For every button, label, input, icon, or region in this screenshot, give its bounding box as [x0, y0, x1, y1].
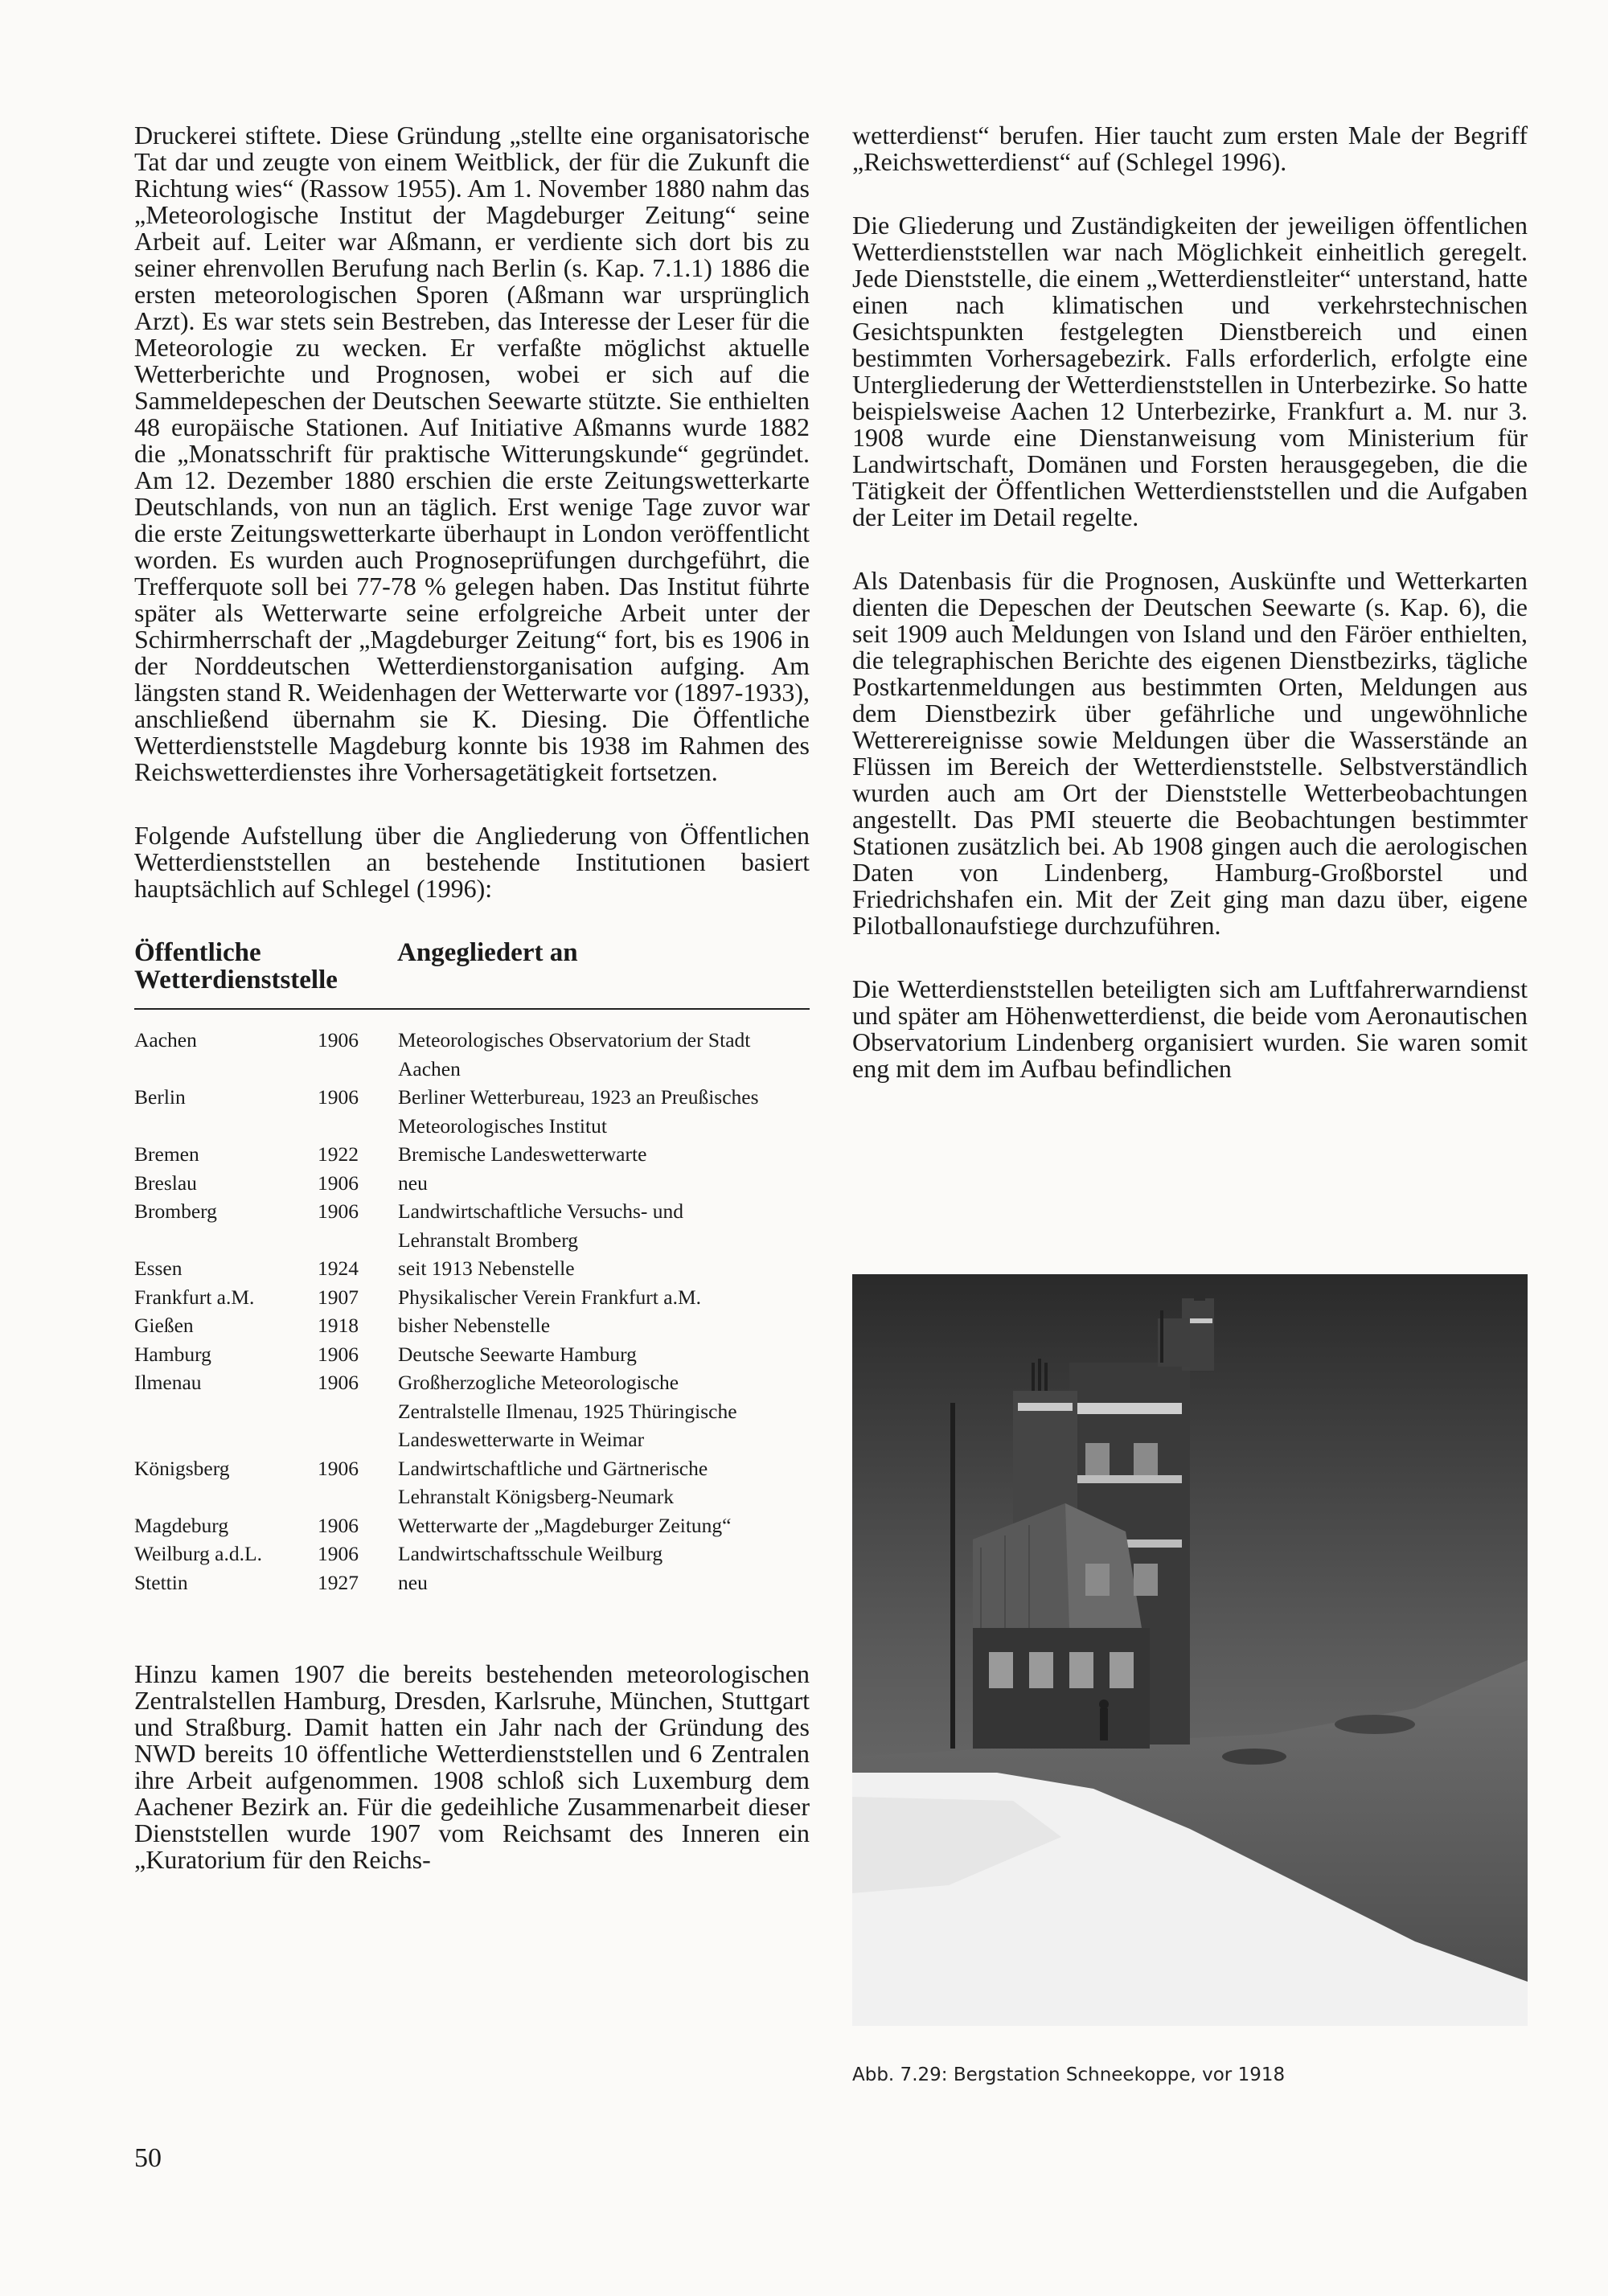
table-cell-line: Deutsche Seewarte Hamburg [398, 1342, 637, 1366]
table-cell-attached [398, 1568, 810, 1597]
table-row [134, 1169, 810, 1198]
table-cell-year: 1906 [318, 1456, 359, 1480]
left-paragraph-1: Druckerei stiftete. Diese Gründung „stellte eine organisatorische Tat dar und zeugte von einem Weitblick, der für die Zukunft die Richtung wies“ (Rassow 1955). Am 1. November 1880 nahm das „Meteorologische Institut der Magdeburger Zeitung“ seine Arbeit auf. Leiter war Aßmann, er verdiente sich dort bis zu seiner ehrenvollen Berufung nach Berlin (s. Kap. 7.1.1) 1886 die ersten meteorologischen Sporen (Aßmann war ursprünglich Arzt). Es war stets sein Bestreben, das Interesse der Leser für die Meteorologie zu wecken. Er verfaßte möglichst aktuelle Wetterberichte und Prognosen, wobei er sich auf die Sammeldepeschen der Deutschen Seewarte stützte. Sie enthielten 48 europäische Stationen. Auf Initiative Aßmanns wurde 1882 die „Monatsschrift für praktische Witterungskunde“ gegründet. Am 12. Dezember 1880 erschien die erste Zeitungswetterkarte Deutschlands, von nun an täglich. Erst wenige Tage zuvor war die erste Zeitungswetterkarte überhaupt in London veröffentlicht worden. Es wurden auch Prognoseprüfungen durchgeführt, die Trefferquote soll bei 77-78 % gelegen haben. Das Institut führte später als Wetterwarte seine erfolgreiche Arbeit unter der Schirmherrschaft der „Magdeburger Zeitung“ fort, bis es 1906 in der Norddeutschen Wetterdienstorganisation aufging. Am längsten stand R. Weidenhagen der Wetterwarte vor (1897-1933), anschließend übernahm sie K. Diesing. Die Öffentliche Wetterdienststelle Magdeburg konnte bis 1938 im Rahmen des Reichswetterdienstes ihre Vorhersagetätigkeit fortsetzen. [134, 121, 810, 786]
table-cell-year: 1906 [318, 1513, 359, 1537]
table-rule [134, 1008, 810, 1010]
table-cell-attached [398, 1254, 810, 1283]
table-cell-city: Königsberg [134, 1456, 230, 1480]
table-cell-line: Lehranstalt Bromberg [398, 1228, 579, 1252]
table-cell-city: Magdeburg [134, 1513, 229, 1537]
table-row [134, 1454, 810, 1511]
table-header-station [134, 939, 397, 994]
table-cell-line: Lehranstalt Königsberg-Neumark [398, 1485, 674, 1508]
table-cell-city: Ilmenau [134, 1371, 202, 1394]
table-row [134, 1311, 810, 1340]
table-cell-year: 1927 [318, 1570, 359, 1594]
table-cell-line: Landeswetterwarte in Weimar [398, 1428, 645, 1451]
table-cell-line: Zentralstelle Ilmenau, 1925 Thüringische [398, 1399, 737, 1423]
table-row [134, 1511, 810, 1540]
table-cell-year: 1918 [318, 1314, 359, 1337]
left-column [134, 122, 810, 1910]
table-cell-line: Wetterwarte der „Magdeburger Zeitung“ [398, 1513, 732, 1537]
table-body [134, 1026, 810, 1597]
right-paragraph-3: Als Datenbasis für die Prognosen, Auskünfte und Wetterkarten dienten die Depeschen der Deutschen Seewarte (s. Kap. 6), die seit 1909 auch Meldungen von Island und den Färöer enthielten, die telegraphischen Berichte des eigenen Dienstbezirks, tägliche Postkartenmeldungen aus bestimmten Orten, Meldungen aus dem Dienstbezirk über gefährliche und ungewöhnliche Wetterereignisse sowie Meldungen über die Wasserstände an Flüssen im Bereich der Wetterdienststelle. Selbstverständlich wurden auch am Ort der Dienststelle Wetterbeobachtungen angestellt. Das PMI steuerte die Beobachtungen bestimmter Stationen zusätzlich bei. Ab 1908 gingen auch die aerologischen Daten von Lindenberg, Hamburg-Großborstel und Friedrichshafen ein. Mit der Zeit ging man dazu über, eigene Pilotballonaufstiege durchzuführen. [852, 566, 1528, 940]
table-cell-line: Meteorologisches Observatorium der Stadt [398, 1028, 751, 1052]
table-cell-city: Bromberg [134, 1199, 217, 1223]
table-cell-line: Meteorologisches Institut [398, 1113, 607, 1138]
right-paragraph-4: Die Wetterdienststellen beteiligten sich am Luftfahrerwarndienst und später am Höhenwetterdienst, die beide vom Aeronautischen Observatorium Lindenberg organisiert wurden. Sie waren somit eng mit dem im Aufbau befindlichen [852, 974, 1528, 1083]
table-cell-attached [398, 1511, 810, 1540]
table-cell-city: Weilburg a.d.L. [134, 1542, 262, 1565]
right-column [852, 122, 1528, 1119]
header-station-line1: Öffentliche [134, 938, 261, 967]
table-cell-attached [398, 1083, 810, 1140]
figure-caption: Abb. 7.29: Bergstation Schneekoppe, vor 1918 [852, 2064, 1286, 2085]
table-cell-year: 1906 [318, 1342, 359, 1366]
header-station-line2: Wetterdienststelle [134, 966, 338, 994]
table-cell-year: 1924 [318, 1257, 359, 1280]
table-cell-city: Gießen [134, 1314, 194, 1337]
table-cell-year: 1922 [318, 1142, 359, 1166]
right-paragraph-2: Die Gliederung und Zuständigkeiten der jeweiligen öffentlichen Wetterdienststellen war nach Möglichkeit einheitlich geregelt. Jede Dienststelle, die einem „Wetterdienstleiter“ unterstand, hatte einen nach klimatischen und verkehrstechnischen Gesichtspunkten festgelegten Dienstbereich und einen bestimmten Vorhersagebezirk. Falls erforderlich, erfolgte eine Untergliederung der Wetterdienststellen in Unterbezirke. So hatte beispielsweise Aachen 12 Unterbezirke, Frankfurt a. M. nur 3. 1908 wurde eine Dienstanweisung vom Ministerium für Landwirtschaft, Domänen und Forsten herausgegeben, die die Tätigkeit der Öffentlichen Wetterdienststellen und die Aufgaben der Leiter im Detail regelte. [852, 211, 1528, 531]
table-cell-line: Landwirtschaftsschule Weilburg [398, 1542, 663, 1565]
table-cell-city: Essen [134, 1257, 183, 1280]
table-cell-city: Berlin [134, 1085, 186, 1109]
table-cell-line: neu [398, 1171, 428, 1195]
table-cell-line: Berliner Wetterbureau, 1923 an Preußisches [398, 1085, 759, 1109]
left-paragraph-3: Hinzu kamen 1907 die bereits bestehenden meteorologischen Zentralstellen Hamburg, Dresden, Karlsruhe, München, Stuttgart und Straßburg. Damit hatten ein Jahr nach der Gründung des NWD bereits 10 öffentliche Wetterdienststellen und 6 Zentralen ihre Arbeit aufgenommen. 1908 schloß sich Luxemburg dem Aachener Bezirk an. Für die gedeihliche Zusammenarbeit dieser Dienststellen wurde 1907 vom Reichsamt des Inneren ein „Kuratorium für den Reichs- [134, 1659, 810, 1874]
table-cell-year: 1907 [318, 1285, 359, 1309]
table-row [134, 1026, 810, 1083]
table-cell-line: seit 1913 Nebenstelle [398, 1257, 575, 1280]
table-cell-attached [398, 1368, 810, 1454]
table-cell-city: Hamburg [134, 1342, 211, 1366]
table-header-attached: Angegliedert an [397, 938, 578, 967]
station-table [134, 939, 810, 1597]
table-cell-line: Physikalischer Verein Frankfurt a.M. [398, 1285, 701, 1309]
table-cell-line: Landwirtschaftliche und Gärtnerische [398, 1456, 708, 1480]
table-cell-city: Aachen [134, 1028, 197, 1052]
table-cell-line: Bremische Landeswetterwarte [398, 1142, 647, 1166]
table-row [134, 1340, 810, 1369]
left-paragraph-2: Folgende Aufstellung über die Angliederung von Öffentlichen Wetterdienststellen an bestehende Institutionen basiert hauptsächlich auf Schlegel (1996): [134, 821, 810, 903]
table-cell-city: Stettin [134, 1570, 188, 1594]
table-cell-city: Bremen [134, 1142, 199, 1166]
table-cell-attached [398, 1454, 810, 1511]
table-row [134, 1197, 810, 1254]
table-row [134, 1254, 810, 1283]
table-cell-line: Landwirtschaftliche Versuchs- und [398, 1199, 684, 1223]
table-row [134, 1283, 810, 1312]
table-cell-line: Aachen [398, 1056, 461, 1080]
table-cell-year: 1906 [318, 1371, 359, 1394]
table-cell-attached [398, 1169, 810, 1198]
table-cell-year: 1906 [318, 1542, 359, 1565]
table-cell-attached [398, 1026, 810, 1083]
table-row [134, 1083, 810, 1140]
table-cell-year: 1906 [318, 1199, 359, 1223]
table-row [134, 1368, 810, 1454]
table-cell-attached [398, 1340, 810, 1369]
table-row [134, 1568, 810, 1597]
table-cell-attached [398, 1140, 810, 1169]
photo-schneekoppe-station [852, 1274, 1528, 2026]
table-cell-city: Breslau [134, 1171, 197, 1195]
page-number: 50 [134, 2143, 162, 2173]
table-cell-line: Großherzogliche Meteorologische [398, 1371, 679, 1394]
table-row [134, 1540, 810, 1568]
right-paragraph-1: wetterdienst“ berufen. Hier taucht zum ersten Male der Begriff „Reichswetterdienst“ auf (Schlegel 1996). [852, 121, 1528, 176]
table-cell-year: 1906 [318, 1028, 359, 1052]
table-header [134, 939, 810, 994]
table-cell-attached [398, 1311, 810, 1340]
table-cell-year: 1906 [318, 1085, 359, 1109]
table-cell-attached [398, 1283, 810, 1312]
table-cell-line: neu [398, 1570, 428, 1594]
table-cell-line: bisher Nebenstelle [398, 1314, 551, 1337]
table-cell-city: Frankfurt a.M. [134, 1285, 255, 1309]
table-cell-attached [398, 1197, 810, 1254]
table-row [134, 1140, 810, 1169]
table-cell-year: 1906 [318, 1171, 359, 1195]
table-cell-attached [398, 1540, 810, 1568]
